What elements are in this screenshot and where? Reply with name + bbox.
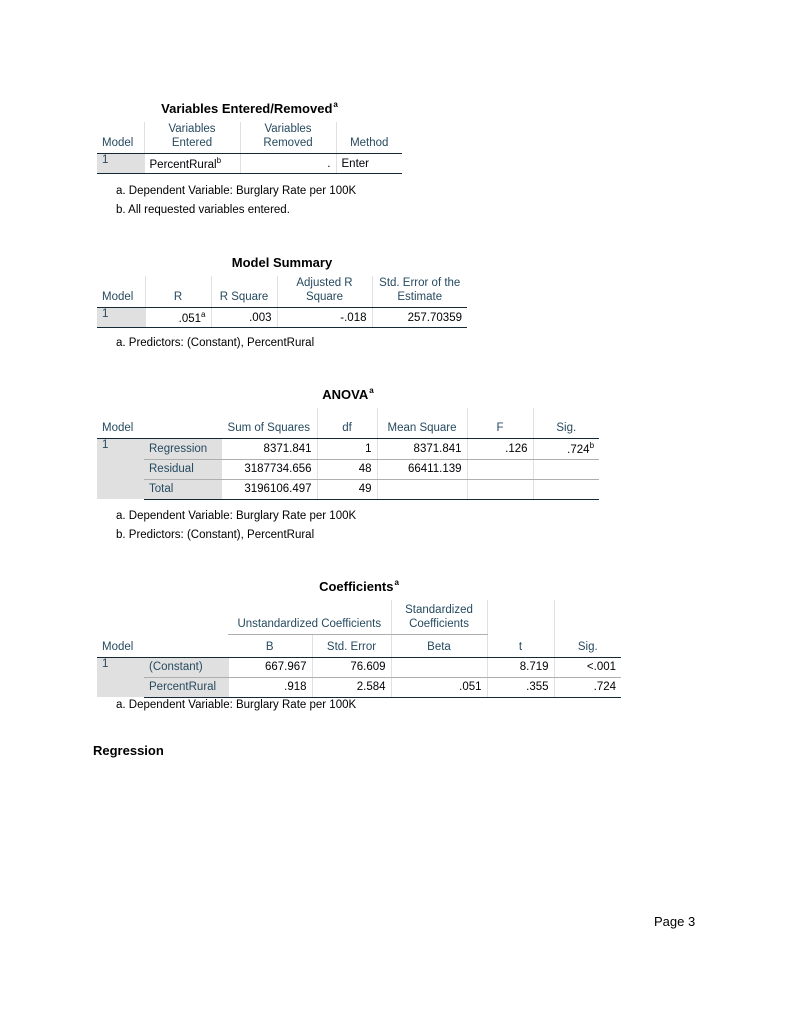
f-cell [467,459,533,479]
header-variables-entered: Variables Entered [144,122,240,154]
model-summary-footnotes [116,334,314,353]
df-cell: 49 [317,479,377,499]
anova-footnotes [116,507,356,545]
header-model: Model [97,600,228,657]
footnote: a. Dependent Variable: Burglary Rate per 100K [116,699,357,711]
df-cell: 1 [317,438,377,459]
mean-square-cell: 8371.841 [377,438,467,459]
header-model: Model [97,276,145,308]
header-f: F [467,408,533,438]
header-std-error: Std. Error [312,634,391,657]
header-method: Method [336,122,402,154]
header-model: Model [97,122,144,154]
header-b: B [228,634,312,657]
header-mean-square: Mean Square [377,408,467,438]
sum-of-squares-cell: 3196106.497 [221,479,317,499]
table-row [97,677,621,697]
table-row [97,438,599,459]
model-summary-title: Model Summary [231,255,333,270]
beta-cell [391,657,487,677]
anova-title: ANOVA$^a$ [322,386,374,402]
sig-cell: <.001 [554,657,621,677]
b-cell: 667.967 [228,657,312,677]
table-row [97,154,402,174]
header-df: df [317,408,377,438]
row-label: PercentRural [144,677,228,697]
table-row [97,657,621,677]
table-row [97,308,467,328]
model-cell: 1 [97,657,144,697]
beta-cell: .051 [391,677,487,697]
header-sig: Sig. [554,600,621,657]
anova-block [97,386,599,500]
model-summary-table [97,276,467,328]
table-row [97,479,599,499]
variables-entered-removed-block [97,100,402,174]
f-cell: .126 [467,438,533,459]
footnote: a. Predictors: (Constant), PercentRural [116,337,315,349]
row-label: (Constant) [144,657,228,677]
std-error-cell: 76.609 [312,657,391,677]
sum-of-squares-cell: 8371.841 [221,438,317,459]
regression-section-heading: Regression [93,743,164,758]
model-summary-block [97,255,467,328]
std-error-cell: 257.70359 [372,308,467,328]
df-cell: 48 [317,459,377,479]
page-number: Page 3 [654,914,696,929]
header-sum-of-squares: Sum of Squares [221,408,317,438]
mean-square-cell: 66411.139 [377,459,467,479]
r-square-cell: .003 [211,308,277,328]
variables-removed-cell: . [240,154,336,174]
model-cell: 1 [97,308,145,328]
std-error-cell: 2.584 [312,677,391,697]
header-std-error-estimate: Std. Error of the Estimate [372,276,467,308]
model-cell: 1 [97,154,144,174]
sig-cell: .724 [554,677,621,697]
variables-entered-title: Variables Entered/Removed$^a$ [161,100,338,116]
header-unstandardized-coefficients: Unstandardized Coefficients [228,600,391,634]
sig-cell [533,479,599,499]
header-r: R [145,276,211,308]
footnote: b. All requested variables entered. [116,204,290,216]
variables-entered-cell: PercentRural$^b$ [144,154,240,174]
sum-of-squares-cell: 3187734.656 [221,459,317,479]
header-model: Model [97,408,221,438]
footnote: b. Predictors: (Constant), PercentRural [116,529,315,541]
coefficients-block [97,578,621,698]
header-variables-removed: Variables Removed [240,122,336,154]
footnote: a. Dependent Variable: Burglary Rate per 100K [116,510,357,522]
model-cell: 1 [97,438,144,499]
footnote: a. Dependent Variable: Burglary Rate per 100K [116,185,357,197]
sig-cell: .724$^b$ [533,438,599,459]
header-adjusted-r-square: Adjusted R Square [277,276,372,308]
header-t: t [487,600,554,657]
header-r-square: R Square [211,276,277,308]
header-sig: Sig. [533,408,599,438]
row-label: Regression [144,438,221,459]
method-cell: Enter [336,154,402,174]
mean-square-cell [377,479,467,499]
t-cell: .355 [487,677,554,697]
anova-table [97,408,599,500]
header-standardized-coefficients: Standardized Coefficients [391,600,487,634]
f-cell [467,479,533,499]
t-cell: 8.719 [487,657,554,677]
coefficients-table [97,600,621,698]
adjusted-r-square-cell: -.018 [277,308,372,328]
header-beta: Beta [391,634,487,657]
variables-entered-table [97,122,402,174]
b-cell: .918 [228,677,312,697]
r-cell: .051$^a$ [145,308,211,328]
row-label: Total [144,479,221,499]
table-row [97,459,599,479]
row-label: Residual [144,459,221,479]
coefficients-footnotes [116,696,356,715]
sig-cell [533,459,599,479]
coefficients-title: Coefficients$^a$ [319,578,399,594]
variables-footnotes [116,182,356,220]
